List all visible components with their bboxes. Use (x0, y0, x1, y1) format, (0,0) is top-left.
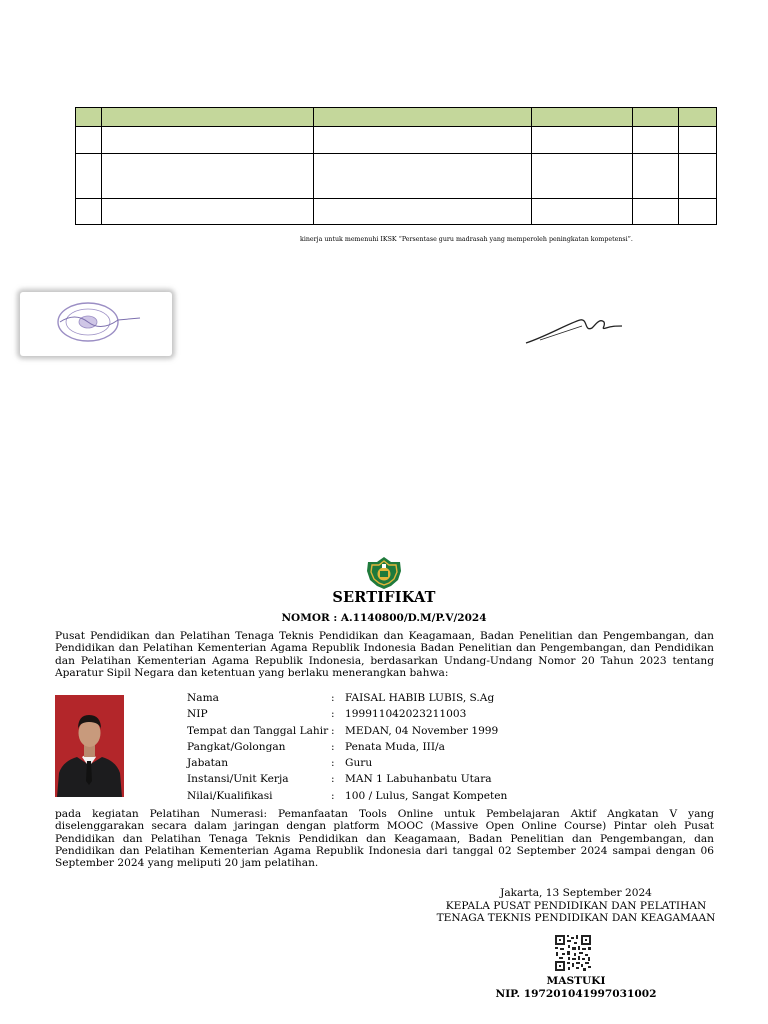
activity-paragraph: pada kegiatan Pelatihan Numerasi: Pemanfaatan Tools Online untuk Pembelajaran Aktif Angkatan V yang diselenggarakan secara dalam jaringan dengan platform MOOC (Massive Open Online Course) Pintar oleh Pusat Pendidikan dan Pelatihan Tenaga Teknis Pendidikan dan Keagamaan, Badan Penelitian dan Pengembangan, dan Pendidikan dan Pelatihan Kementerian Agama Republik Indonesia dari tanggal 02 September 2024 sampai dengan 06 September 2024 yang meliputi 20 jam pelatihan. (55, 808, 714, 870)
field-value: Guru (345, 757, 373, 770)
field-label: Nama (187, 692, 219, 704)
signer-block (430, 975, 722, 1001)
table-header-row (76, 108, 717, 127)
place-date: Jakarta, 13 September 2024 (500, 887, 652, 899)
field-colon: : (331, 724, 335, 737)
signature-icon (522, 312, 626, 348)
field-label: Instansi/Unit Kerja (187, 773, 289, 786)
field-colon: : (331, 757, 335, 770)
field-value: 199911042023211003 (345, 708, 467, 721)
field-colon: : (331, 692, 335, 704)
field-colon: : (331, 740, 335, 753)
table-note: kinerja untuk memenuhi IKSK “Persentase guru madrasah yang memperoleh peningkatan kompetensi”. (300, 236, 633, 243)
field-label: Jabatan (187, 757, 229, 770)
field-value: 100 / Lulus, Sangat Kompeten (345, 789, 508, 802)
field-value: Penata Muda, III/a (345, 740, 445, 753)
signature-block (430, 887, 722, 925)
table-row (76, 127, 717, 154)
field-colon: : (331, 773, 335, 786)
signer-nip: NIP. 197201041997031002 (495, 988, 657, 1000)
signer-name: MASTUKI (546, 975, 606, 987)
activity-table (75, 107, 717, 225)
table-row (76, 154, 717, 199)
stamp-icon (20, 292, 172, 356)
field-label: Tempat dan Tanggal Lahir (187, 724, 329, 737)
certificate-title: SERTIFIKAT (332, 589, 436, 606)
field-value: FAISAL HABIB LUBIS, S.Ag (345, 692, 495, 704)
field-label: Nilai/Kualifikasi (187, 789, 273, 802)
signer-position: KEPALA PUSAT PENDIDIKAN DAN PELATIHAN (445, 899, 707, 912)
field-label: NIP (187, 708, 208, 721)
table-row (76, 199, 717, 225)
field-value: MAN 1 Labuhanbatu Utara (345, 773, 492, 786)
participant-photo (55, 695, 124, 797)
field-colon: : (331, 789, 335, 802)
certificate-number: NOMOR : A.1140800/D.M/P.V/2024 (281, 612, 487, 624)
ministry-emblem-icon (365, 556, 403, 590)
field-label: Pangkat/Golongan (187, 740, 286, 753)
intro-paragraph: Pusat Pendidikan dan Pelatihan Tenaga Teknis Pendidikan dan Keagamaan, Badan Penelitian dan Pengembangan, dan Pendidikan dan Pelatihan Kementerian Agama Republik Indonesia Badan Penelitian dan Pengembangan, dan Pendidikan dan Pelatihan Kementerian Agama Republik Indonesia, berdasarkan Undang-Undang Nomor 20 Tahun 2023 tentang Aparatur Sipil Negara dan ketentuan yang berlaku menerangkan bahwa: (55, 630, 714, 679)
signer-position: TENAGA TEKNIS PENDIDIKAN DAN KEAGAMAAN (436, 912, 716, 925)
field-value: MEDAN, 04 November 1999 (345, 724, 499, 737)
qr-code-icon (554, 934, 592, 972)
field-colon: : (331, 708, 335, 721)
